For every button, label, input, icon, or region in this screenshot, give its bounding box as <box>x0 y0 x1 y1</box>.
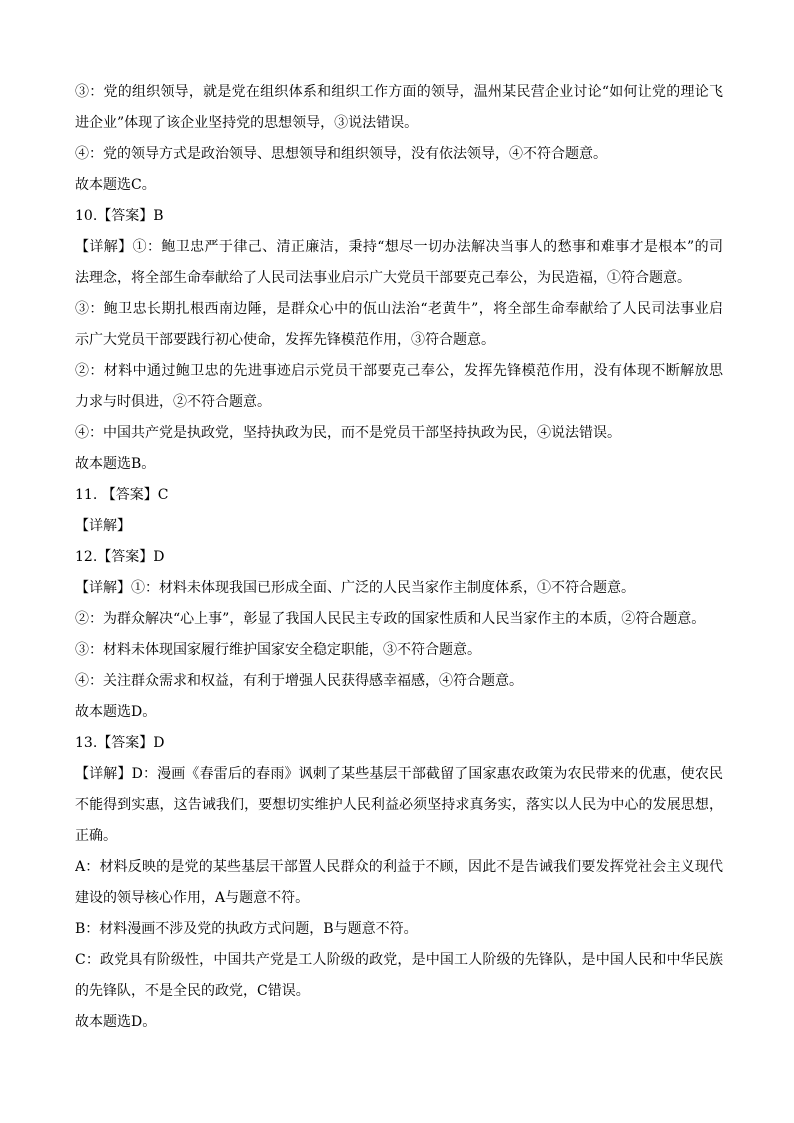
text-line: 【详解】D：漫画《春雷后的春雨》讽刺了某些基层干部截留了国家惠农政策为农民带来的优惠，使农民 <box>75 766 723 782</box>
text-line: ③：材料未体现国家履行维护国家安全稳定职能，③不符合题意。 <box>75 642 481 658</box>
text-line: ②：材料中通过鲍卫忠的先进事迹启示党员干部要克己奉公，发挥先锋模范作用，没有体现不断解放思 <box>75 363 723 379</box>
text-line: 【详解】①：材料未体现我国已形成全面、广泛的人民当家作主制度体系，①不符合题意。 <box>75 580 635 596</box>
text-line: 故本题选B。 <box>75 456 156 472</box>
text-line: ④：关注群众需求和权益，有利于增强人民获得感幸福感，④符合题意。 <box>75 673 523 689</box>
text-line: 示广大党员干部要践行初心使命，发挥先锋模范作用，③符合题意。 <box>75 332 495 348</box>
text-line: 法理念，将全部生命奉献给了人民司法事业启示广大党员干部要克己奉公，为民造福，①符合题意。 <box>75 270 691 286</box>
text-line: ②：为群众解决“心上事”，彰显了我国人民民主专政的国家性质和人民当家作主的本质，②符合题意。 <box>75 611 706 627</box>
text-line: 力求与时俱进，②不符合题意。 <box>75 394 271 410</box>
text-line: ④：党的领导方式是政治领导、思想领导和组织领导，没有依法领导，④不符合题意。 <box>75 146 607 162</box>
text-line: 【详解】 <box>75 518 131 534</box>
text-line: 的先锋队，不是全民的政党，C错误。 <box>75 983 310 999</box>
question-answer-heading: 12.【答案】D <box>75 549 165 565</box>
text-line: B：材料漫画不涉及党的执政方式问题，B与题意不符。 <box>75 921 418 937</box>
text-line: 建设的领导核心作用，A与题意不符。 <box>75 890 310 906</box>
text-line: 不能得到实惠，这告诫我们，要想切实维护人民利益必须坚持求真务实，落实以人民为中心的发展思想， <box>75 797 723 813</box>
answer-explanation-page <box>75 77 723 1038</box>
question-answer-heading: 13.【答案】D <box>75 735 165 751</box>
question-answer-heading: 10.【答案】B <box>75 208 164 224</box>
text-line: 故本题选D。 <box>75 704 157 720</box>
text-line: ③：鲍卫忠长期扎根西南边陲，是群众心中的佤山法治“老黄牛”，将全部生命奉献给了人民司法事业启 <box>75 301 723 317</box>
text-line: 故本题选C。 <box>75 177 156 193</box>
text-line: ④：中国共产党是执政党，坚持执政为民，而不是党员干部坚持执政为民，④说法错误。 <box>75 425 621 441</box>
question-answer-heading: 11. 【答案】C <box>75 487 169 503</box>
text-line: C：政党具有阶级性，中国共产党是工人阶级的政党，是中国工人阶级的先锋队，是中国人民和中华民族 <box>75 952 723 968</box>
text-line: 正确。 <box>75 828 117 844</box>
text-line: 【详解】①：鲍卫忠严于律己、清正廉洁，秉持“想尽一切办法解决当事人的愁事和难事才是根本”的司 <box>75 239 723 255</box>
text-line: 进企业”体现了该企业坚持党的思想领导，③说法错误。 <box>75 115 419 131</box>
text-line: 故本题选D。 <box>75 1014 157 1030</box>
text-line: ③：党的组织领导，就是党在组织体系和组织工作方面的领导，温州某民营企业讨论“如何让党的理论飞 <box>75 84 723 100</box>
text-line: A：材料反映的是党的某些基层干部置人民群众的利益于不顾，因此不是告诫我们要发挥党社会主义现代 <box>75 859 723 875</box>
